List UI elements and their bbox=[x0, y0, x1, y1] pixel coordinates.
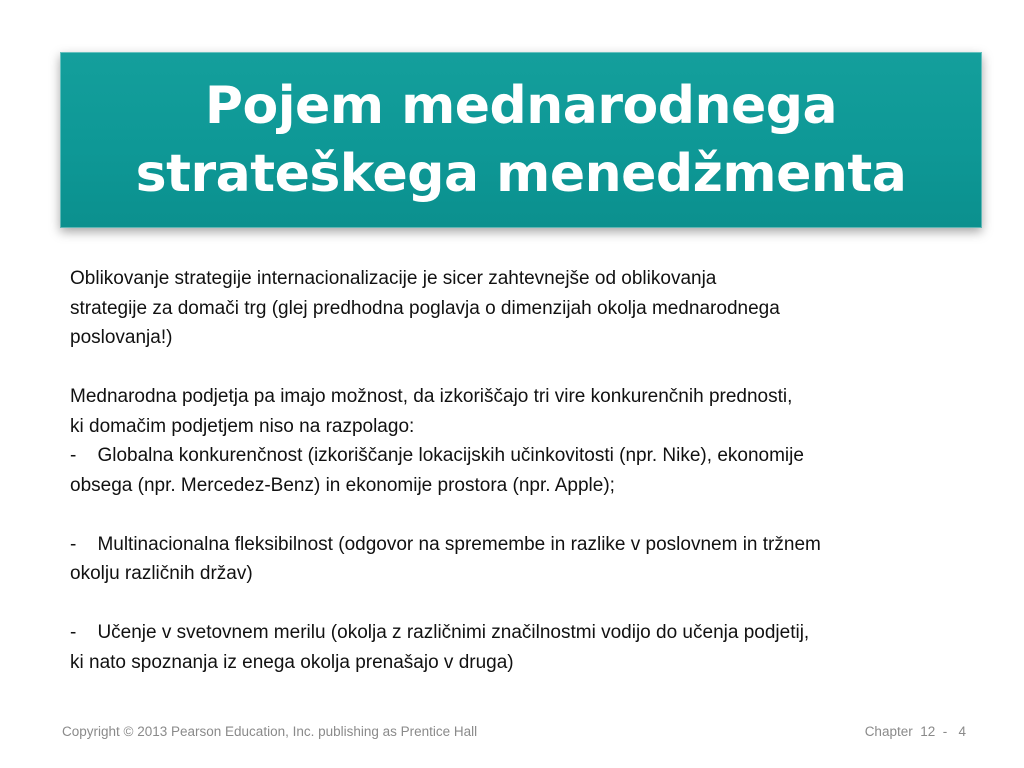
spacer bbox=[70, 353, 1010, 383]
slide-title bbox=[136, 72, 907, 208]
footer-page-number: Chapter 12 - 4 bbox=[864, 724, 966, 739]
bullet-3-line-1: - Učenje v svetovnem merilu (okolja z različnimi značilnostmi vodijo do učenja podjetij, bbox=[70, 622, 810, 643]
footer-copyright: Copyright © 2013 Pearson Education, Inc. publishing as Prentice Hall bbox=[62, 724, 478, 739]
bullet-3-line-2: ki nato spoznanja iz enega okolja prenašajo v druga) bbox=[70, 651, 514, 673]
paragraph-1-line-1: Oblikovanje strategije internacionalizacije je sicer zahtevnejše od oblikovanja bbox=[70, 268, 717, 289]
bullet-2-line-1: - Multinacionalna fleksibilnost (odgovor na spremembe in razlike v poslovnem in tržnem bbox=[70, 533, 821, 555]
paragraph-2-line-1: Mednarodna podjetja pa imajo možnost, da izkoriščajo tri vire konkurenčnih prednosti, bbox=[70, 386, 793, 407]
title-box bbox=[60, 52, 982, 228]
paragraph-1-line-2: strategije za domači trg (glej predhodna poglavja o dimenzijah okolja mednarodnega bbox=[70, 297, 780, 319]
spacer bbox=[70, 500, 1010, 530]
bullet-1-line-1: - Globalna konkurenčnost (izkoriščanje lokacijskih učinkovitosti (npr. Nike), ekonomije bbox=[70, 445, 804, 466]
slide-body bbox=[70, 264, 1010, 677]
spacer bbox=[70, 589, 1010, 619]
paragraph-1-line-3: poslovanja!) bbox=[70, 327, 173, 348]
paragraph-2-line-2: ki domačim podjetjem niso na razpolago: bbox=[70, 415, 415, 437]
bullet-1-line-2: obsega (npr. Mercedez-Benz) in ekonomije prostora (npr. Apple); bbox=[70, 474, 615, 496]
title-line-2: strateškega menedžmenta bbox=[135, 144, 907, 204]
bullet-2-line-2: okolju različnih držav) bbox=[70, 563, 253, 584]
title-line-1: Pojem mednarodnega bbox=[204, 76, 838, 136]
